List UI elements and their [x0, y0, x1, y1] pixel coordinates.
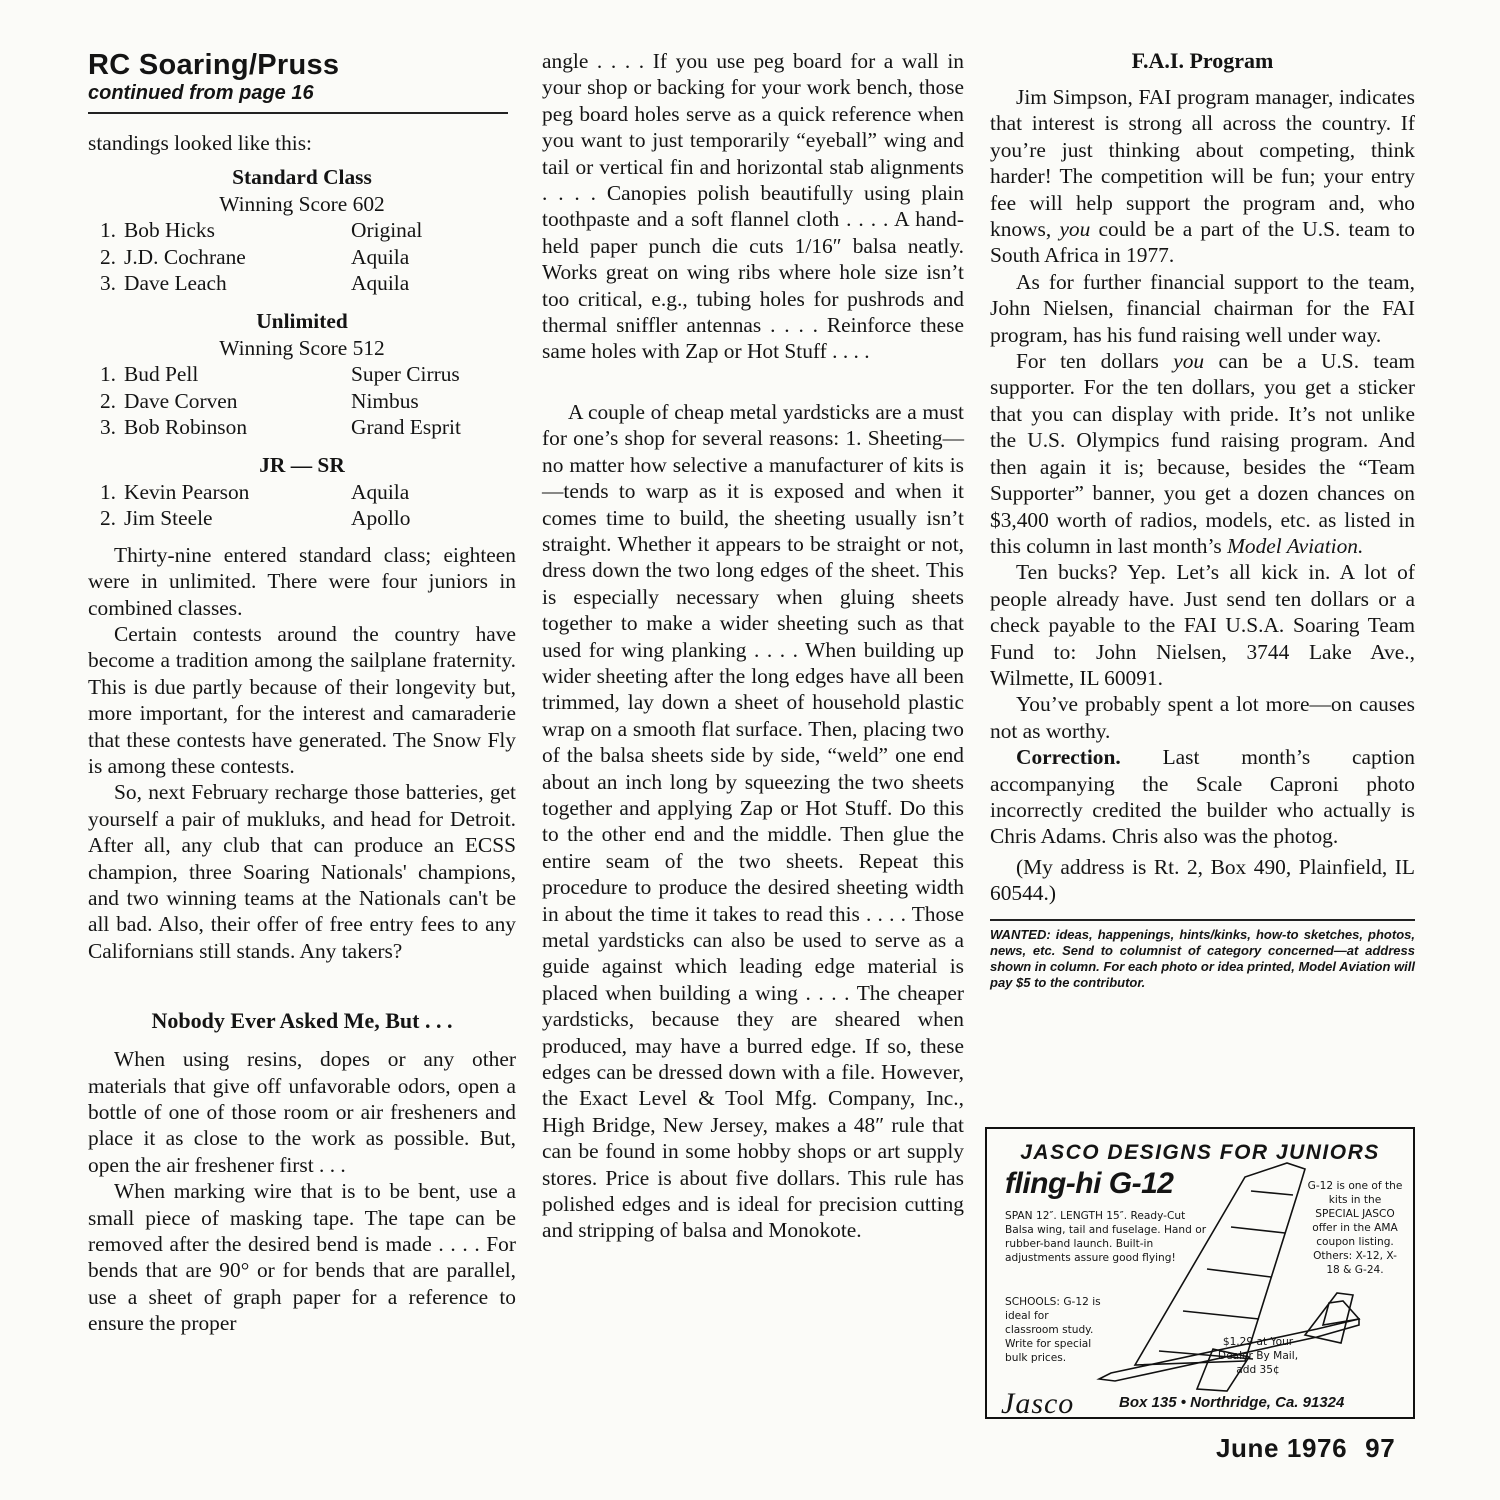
body-text: [88, 542, 516, 965]
section-heading: F.A.I. Program: [1131, 48, 1274, 73]
standing-row: [88, 244, 516, 270]
plane: Apollo: [351, 506, 411, 531]
paragraph: Jim Simpson, FAI program manager, indicates that interest is strong all across the country. If you’re just thinking about competing, think harder! The competition will be fun; your entry fee will help support the program and, who knows, you could be a part of the U.S. team to South Africa in 1977.: [990, 85, 1415, 268]
paragraph: When marking wire that is to be bent, use a small piece of masking tape. The tape can be removed after the desired bend is made . . . . For bends that are 90° or for bends that are parallel, use a sheet of graph paper for a reference to ensure the proper: [88, 1179, 516, 1336]
paragraph: A couple of cheap metal yardsticks are a must for one’s shop for several reasons: 1. Sheeting—no matter how selective a manufacturer of kits is—tends to warp as it is exposed and when it comes time to build, the sheeting usually isn’t straight. Whether it appears to be straight or not, dress down the two long edges of the sheet. This is especially necessary when gluing sheets together to make a wider sheeting such as that used for wing planking . . . . When building up wider sheeting after the long edges have all been trimmed, lay down a sheet of household plastic wrap on a smooth flat surface. Then, placing two of the balsa sheets side by side, “weld” one end about an inch long by squeezing the two sheets together and applying Zap or Hot Stuff. Do this to the other end and the middle. Then glue the entire seam of the two sheets. Repeat this procedure to produce the desired sheeting width in about the time it takes to read this . . . . Those metal yardsticks can also be used to serve as a guide against which leading edge material is placed when building a wing . . . . The cheaper yardsticks, because they are sheared when produced, may have a burred edge. If so, these edges can be dressed down with a file. However, the Exact Level & Tool Mfg. Company, Inc., High Bridge, New Jersey, makes a 48″ rule that can be found in some hobby shops or art supply stores. Price is about five dollars. This rule has polished edges and is ideal for precision cutting and stripping of balsa and Monokote.: [542, 399, 964, 1243]
standings-unlimited: [88, 308, 516, 440]
standing-row: [88, 270, 516, 296]
pilot: Bud Pell: [124, 362, 199, 387]
column-3: [990, 48, 1415, 991]
standings-jr-sr: [88, 452, 516, 531]
standing-row: [88, 217, 516, 243]
standing-row: [88, 414, 516, 440]
paragraph: When using resins, dopes or any other materials that give off unfavorable odors, open a bottle of one of those room or air fresheners and place it as close to the work as possible. But, open the air freshener first . . .: [88, 1047, 516, 1177]
paragraph: (My address is Rt. 2, Box 490, Plainfield, IL 60544.): [990, 854, 1415, 906]
class-title: JR — SR: [259, 453, 345, 478]
ad-price: $1.29 at Your Dealer By Mail, add 35¢: [1217, 1336, 1299, 1376]
standing-row: [88, 505, 516, 531]
ad-product: fling-hi G-12: [1005, 1167, 1174, 1200]
plane: Grand Esprit: [351, 415, 461, 440]
rank: 2.: [99, 244, 116, 269]
ad-brand-logo: Jasco: [1001, 1387, 1075, 1420]
header-rule: [88, 112, 508, 114]
rank: 1.: [99, 362, 116, 387]
jasco-advertisement: [985, 1127, 1415, 1419]
wanted-text: WANTED: ideas, happenings, hints/kinks, how-to sketches, photos, news, etc. Send to columnist of category concerned—at address shown in column. For each photo or idea printed, Model Aviation will pay $5 to the contributor.: [990, 926, 1415, 990]
wanted-notice: [990, 919, 1415, 991]
paragraph: You’ve probably spent a lot more—on causes not as worthy.: [990, 692, 1415, 743]
pilot: Dave Corven: [124, 388, 238, 413]
plane: Nimbus: [351, 388, 419, 413]
class-score: Winning Score 512: [219, 335, 385, 360]
ad-kit-note: G-12 is one of the kits in the SPECIAL JASCO offer in the AMA coupon listing. Others: X-12, X-18 & G-24.: [1307, 1180, 1403, 1276]
rank: 2.: [99, 506, 116, 531]
paragraph: Thirty-nine entered standard class; eighteen were in unlimited. There were four juniors in combined classes.: [88, 542, 516, 620]
column-2: [542, 48, 964, 1244]
plane: Aquila: [351, 271, 410, 296]
section-text: [88, 1046, 516, 1336]
standing-row: [88, 388, 516, 414]
class-title: Unlimited: [256, 309, 348, 334]
page-number: 97: [1365, 1433, 1396, 1463]
standing-row: [88, 361, 516, 387]
paragraph: So, next February recharge those batteries, get yourself a pair of mukluks, and head for Detroit. After all, any club that can produce an ECSS champion, three Soaring Nationals' champions, and two winning teams at the Nationals can't be all bad. Also, their offer of free entry fees to any Californians still stands. Any takers?: [88, 780, 516, 963]
paragraph: Correction. Last month’s caption accompanying the Scale Caproni photo incorrectly credited the builder who actually is Chris Adams. Chris also was the photog.: [990, 745, 1415, 849]
standing-row: [88, 479, 516, 505]
rank: 2.: [99, 388, 116, 413]
paragraph: For ten dollars you can be a U.S. team supporter. For the ten dollars, you get a sticker that you can display with pride. It’s not unlike the U.S. Olympics fund raising program. And then again it is; because, besides the “Team Supporter” banner, you get a dozen chances on $3,400 worth of radios, models, etc. as listed in this column in last month’s Model Aviation.: [990, 349, 1415, 558]
column-1: [88, 48, 516, 1337]
section-heading: Nobody Ever Asked Me, But . . .: [151, 1008, 453, 1034]
rank: 1.: [99, 479, 116, 504]
page-footer: [1216, 1433, 1395, 1464]
pilot: Dave Leach: [124, 271, 227, 296]
glider-illustration: [987, 1129, 1413, 1417]
paragraph: As for further financial support to the team, John Nielsen, financial chairman for the FAI program, has his fund raising well under way.: [990, 269, 1415, 347]
pilot: Kevin Pearson: [124, 479, 250, 504]
ad-schools: SCHOOLS: G-12 is ideal for classroom study. Write for special bulk prices.: [1005, 1296, 1101, 1364]
pilot: J.D. Cochrane: [124, 244, 246, 269]
ad-address: Box 135 • Northridge, Ca. 91324: [1119, 1394, 1345, 1411]
plane: Aquila: [351, 244, 410, 269]
plane: Original: [351, 218, 423, 243]
paragraph: Ten bucks? Yep. Let’s all kick in. A lot of people already have. Just send ten dollars or a check payable to the FAI U.S.A. Soaring Team Fund to: John Nielsen, 3744 Lake Ave., Wilmette, IL 60091.: [990, 560, 1415, 690]
article-subtitle: continued from page 16: [88, 82, 314, 104]
rank: 3.: [99, 271, 116, 296]
pilot: Bob Hicks: [124, 218, 215, 243]
ad-spec: SPAN 12″. LENGTH 15″. Ready-Cut Balsa wing, tail and fuselage. Hand or rubber-band launch. Built-in adjustments assure good flying!: [1005, 1210, 1207, 1264]
ad-title: JASCO DESIGNS FOR JUNIORS: [1020, 1141, 1380, 1164]
paragraph: Certain contests around the country have become a tradition among the sailplane fraternity. This is due partly because of their longevity but, more important, for the interest and camaraderie that these contests have generated. The Snow Fly is among these contests.: [88, 621, 516, 778]
class-title: Standard Class: [232, 165, 372, 190]
plane: Super Cirrus: [351, 362, 460, 387]
class-score: Winning Score 602: [219, 191, 385, 216]
rank: 3.: [99, 415, 116, 440]
standings-standard: [88, 164, 516, 296]
standings-intro: standings looked like this:: [88, 131, 312, 155]
pilot: Jim Steele: [124, 506, 213, 531]
rank: 1.: [99, 218, 116, 243]
plane: Aquila: [351, 479, 410, 504]
article-title: RC Soaring/Pruss: [88, 49, 340, 81]
paragraph: angle . . . . If you use peg board for a wall in your shop or backing for your work bench, those peg board holes serve as a quick reference when you want to just temporarily “eyeball” wing and tail or vertical fin and horizontal stab alignments . . . . Canopies polish beautifully using plain toothpaste and a soft flannel cloth . . . . A hand-held paper punch die cuts 1/16″ balsa neatly. Works great on wing ribs where hole size isn’t too critical, e.g., tubing holes for pushrods and thermal sniffler antennas . . . . Reinforce these same holes with Zap or Hot Stuff . . . .: [542, 49, 964, 364]
pilot: Bob Robinson: [124, 415, 248, 440]
issue-date: June 1976: [1216, 1433, 1348, 1463]
